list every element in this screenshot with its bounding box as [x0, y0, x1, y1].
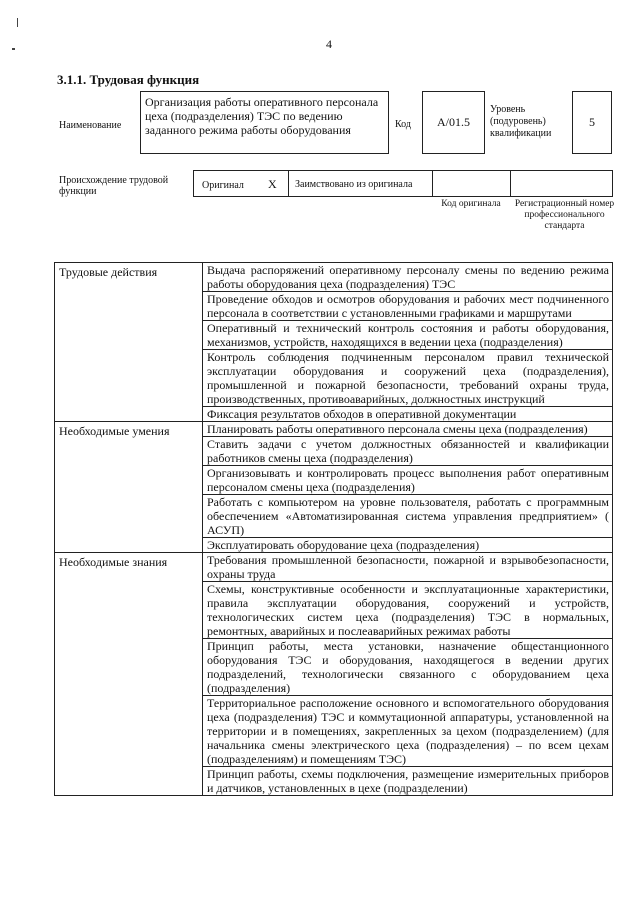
list-item: Схемы, конструктивные особенности и эксплуатационные характеристики, правила эксплуатации оборудования, сооружений и устройств, технологических систем цеха (подразделения) ТЭС в нормальных, ремонтных, аварийных и послеаварийных режимах работы	[203, 582, 613, 639]
list-item: Принцип работы, схемы подключения, размещение измерительных приборов и датчиков, установленных в цехе (подразделении)	[203, 767, 613, 796]
level-value: 5	[589, 115, 595, 129]
list-item: Ставить задачи с учетом должностных обязанностей и квалификации работников смены цеха (подразделения)	[203, 437, 613, 466]
table-row	[55, 263, 613, 292]
margin-mark	[17, 18, 18, 27]
list-item: Принцип работы, места установки, назначение общестанционного оборудования ТЭС и оборудования, находящегося в ведении других подразделений, технологически связанного с оборудованием цеха (подразделения)	[203, 639, 613, 696]
section-title-cell: Необходимые знания	[55, 553, 203, 796]
level-box	[572, 91, 612, 154]
function-name-box	[140, 91, 389, 154]
code-original-caption: Код оригинала	[441, 199, 501, 209]
section-title: 3.1.1. Трудовая функция	[57, 72, 200, 87]
list-item: Требования промышленной безопасности, пожарной и взрывобезопасности, охраны труда	[203, 553, 613, 582]
registration-caption: Регистрационный номер профессионального стандарта	[514, 199, 615, 231]
list-item: Проведение обходов и осмотров оборудования и рабочих мест подчиненного персонала в соответствии с установленными графиками и маршрутами	[203, 292, 613, 321]
list-item: Территориальное расположение основного и вспомогательного оборудования цеха (подразделения) ТЭС и коммутационной аппаратуры, установленной на территории и в помещениях, закрепленных за цехом (подразделением) (для начальника смены электрического цеха (подразделения) – по всем цехам (подразделениям) и помещениям ТЭС)	[203, 696, 613, 767]
code-label: Код	[395, 119, 411, 130]
section-title-cell: Трудовые действия	[55, 263, 203, 422]
original-mark: X	[268, 177, 277, 191]
list-item: Планировать работы оперативного персонала смены цеха (подразделения)	[203, 422, 613, 437]
code-box	[422, 91, 485, 154]
divider	[288, 170, 289, 197]
list-item: Фиксация результатов обходов в оперативной документации	[203, 407, 613, 422]
function-name: Организация работы оперативного персонала цеха (подразделения) ТЭС по ведению заданного режима работы оборудования	[145, 95, 379, 137]
list-item: Оперативный и технический контроль состояния и работы оборудования, механизмов, устройств, находящихся в ведении цеха (подразделения)	[203, 321, 613, 350]
divider	[510, 170, 511, 197]
page-number: 4	[326, 37, 332, 51]
section-title-cell: Необходимые умения	[55, 422, 203, 553]
list-item: Выдача распоряжений оперативному персоналу смены по ведению режима работы оборудования цеха (подразделения) ТЭС	[203, 263, 613, 292]
list-item: Эксплуатировать оборудование цеха (подразделения)	[203, 538, 613, 553]
list-item: Контроль соблюдения подчиненным персоналом правил технической эксплуатации оборудования и сооружений цеха (подразделения), промышленной и пожарной безопасности, требований охраны труда, производственных, противоаварийных, должностных инструкций	[203, 350, 613, 407]
name-label: Наименование	[59, 120, 122, 131]
divider	[432, 170, 433, 197]
function-table	[54, 262, 613, 796]
table-row	[55, 422, 613, 437]
origin-label: Происхождение трудовой функции	[59, 175, 169, 197]
list-item: Работать с компьютером на уровне пользователя, работать с программным обеспечением «Автоматизированная система управления предприятием» ( АСУП)	[203, 495, 613, 538]
borrowed-label: Заимствовано из оригинала	[295, 179, 413, 190]
table-row	[55, 553, 613, 582]
code-value: A/01.5	[437, 115, 470, 129]
level-label: Уровень (подуровень) квалификации	[490, 104, 552, 139]
margin-mark	[12, 48, 15, 50]
list-item: Организовывать и контролировать процесс выполнения работ оперативным персоналом смены цеха (подразделения)	[203, 466, 613, 495]
original-label: Оригинал	[202, 180, 244, 191]
